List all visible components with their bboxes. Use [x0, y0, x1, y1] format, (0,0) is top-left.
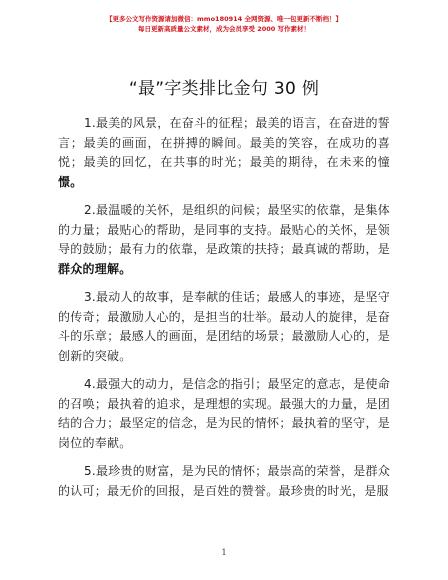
promo-line-2: 每日更新高质量公文素材，成为会员享受 2000 写作素材！ [137, 25, 311, 33]
paragraph-1-tail: 憬。 [58, 174, 83, 189]
paragraph-2-tail: 群众的理解。 [58, 261, 132, 276]
promo-header [0, 14, 448, 35]
paragraph-2-text: 2.最温暖的关怀，是组织的问候；最坚实的依靠，是集体的力量；最贴心的帮助，是同事的支持。最贴心的关怀，是领导的鼓励；最有力的依靠，是政策的扶持；最真诚的帮助，是 [58, 203, 390, 256]
paragraph-4-text: 4.最强大的动力，是信念的指引；最坚定的意志，是使命的召唤；最执着的追求，是理想的实现。最强大的力量，是团结的合力；最坚定的信念，是为民的情怀；最执着的坚守，是岗位的奉献。 [58, 377, 390, 450]
paragraph-5-text: 5.最珍贵的财富，是为民的情怀；最崇高的荣誉，是群众的认可；最无价的回报，是百姓的赞誉。最珍贵的时光，是服 [58, 464, 390, 498]
paragraph-5 [58, 462, 390, 501]
paragraph-4 [58, 375, 390, 453]
paragraph-3-text: 3.最动人的故事，是奉献的佳话；最感人的事迹，是坚守的传奇；最激励人心的，是担当的壮举。最动人的旋律，是奋斗的乐章；最感人的画面，是团结的场景；最激励人心的，是创新的突破。 [58, 290, 390, 363]
paragraph-1-text: 1.最美的风景，在奋斗的征程；最美的语言，在奋进的誓言；最美的画面，在拼搏的瞬间。最美的笑容，在成功的喜悦；最美的回忆，在共事的时光；最美的期待，在未来的憧 [58, 116, 390, 169]
document-title: “最”字类排比金句 30 例 [128, 79, 320, 99]
paragraph-2 [58, 201, 390, 279]
paragraph-3 [58, 288, 390, 366]
promo-line-1: 【更多公文写作资源请加微信：mmo180914 全网资源、唯一包更新不断档！】 [106, 15, 342, 23]
document-body [58, 114, 390, 510]
paragraph-1 [58, 114, 390, 192]
page-number: 1 [221, 548, 227, 557]
